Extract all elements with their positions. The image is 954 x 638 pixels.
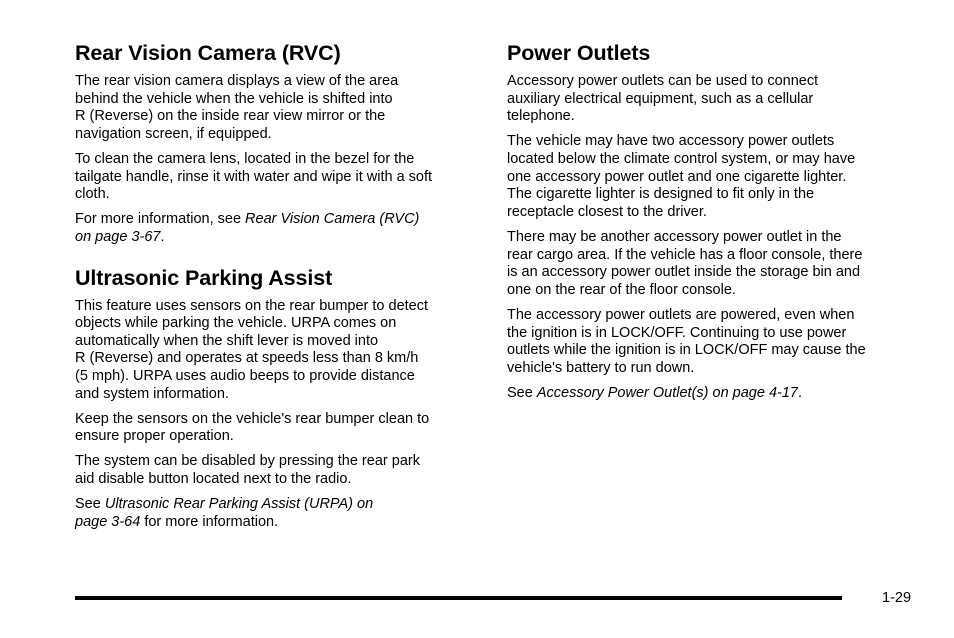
rvc-paragraph-2: To clean the camera lens, located in the bezel for the tailgate handle, rinse it with water and wipe it with a soft cloth.	[75, 150, 433, 203]
urpa-paragraph-1: This feature uses sensors on the rear bumper to detect objects while parking the vehicle. URPA comes on automatically when the shift lever is moved into R (Reverse) and operates at speeds less than 8 km/h (5 mph). URPA uses audio beeps to provide distance and system information.	[75, 297, 429, 402]
rvc-paragraph-3	[75, 211, 480, 246]
rvc-cross-reference[interactable]: Rear Vision Camera (RVC) on page 3-67	[75, 211, 420, 245]
power-paragraph-4: The accessory power outlets are powered, even when the ignition is in LOCK/OFF. Continuing to use power outlets while the ignition is in LOCK/OFF may cause the vehicle's battery to run down.	[507, 306, 866, 376]
power-paragraph-1: Accessory power outlets can be used to connect auxiliary electrical equipment, such as a cellular telephone.	[507, 73, 819, 125]
power-paragraph-5	[507, 385, 912, 403]
urpa-cross-reference[interactable]: Ultrasonic Rear Parking Assist (URPA) on page 3-64	[75, 496, 374, 530]
page-number: 1-29	[882, 590, 912, 606]
right-column	[507, 40, 912, 410]
power-ref-prefix: See	[507, 384, 537, 401]
section-heading-rvc: Rear Vision Camera (RVC)	[75, 41, 341, 65]
rvc-ref-prefix: For more information, see	[75, 211, 246, 228]
rvc-paragraph-1: The rear vision camera displays a view of the area behind the vehicle when the vehicle is shifted into R (Reverse) on the inside rear view mirror or the navigation screen, if equipped.	[75, 73, 399, 142]
urpa-paragraph-4	[75, 496, 480, 531]
power-paragraph-2: The vehicle may have two accessory power outlets located below the climate control system, or may have one accessory power outlet and one cigarette lighter. The cigarette lighter is designed to fit only in the receptacle closest to the driver.	[507, 133, 856, 220]
urpa-paragraph-3: The system can be disabled by pressing the rear park aid disable button located next to the radio.	[75, 453, 420, 488]
section-heading-urpa: Ultrasonic Parking Assist	[75, 265, 333, 290]
footer-rule	[75, 596, 842, 600]
rvc-ref-suffix: .	[160, 228, 165, 245]
power-cross-reference[interactable]: Accessory Power Outlet(s) on page 4-17	[536, 384, 798, 401]
urpa-paragraph-2: Keep the sensors on the vehicle's rear bumper clean to ensure proper operation.	[75, 410, 430, 445]
section-heading-power-outlets: Power Outlets	[507, 41, 651, 65]
power-paragraph-3: There may be another accessory power outlet in the rear cargo area. If the vehicle has a floor console, there is an accessory power outlet inside the storage bin and one on the rear of the floor console.	[507, 228, 863, 298]
urpa-ref-suffix: for more information.	[140, 513, 279, 530]
left-column	[75, 40, 480, 539]
urpa-ref-prefix: See	[75, 496, 105, 513]
power-ref-suffix: .	[797, 384, 802, 401]
